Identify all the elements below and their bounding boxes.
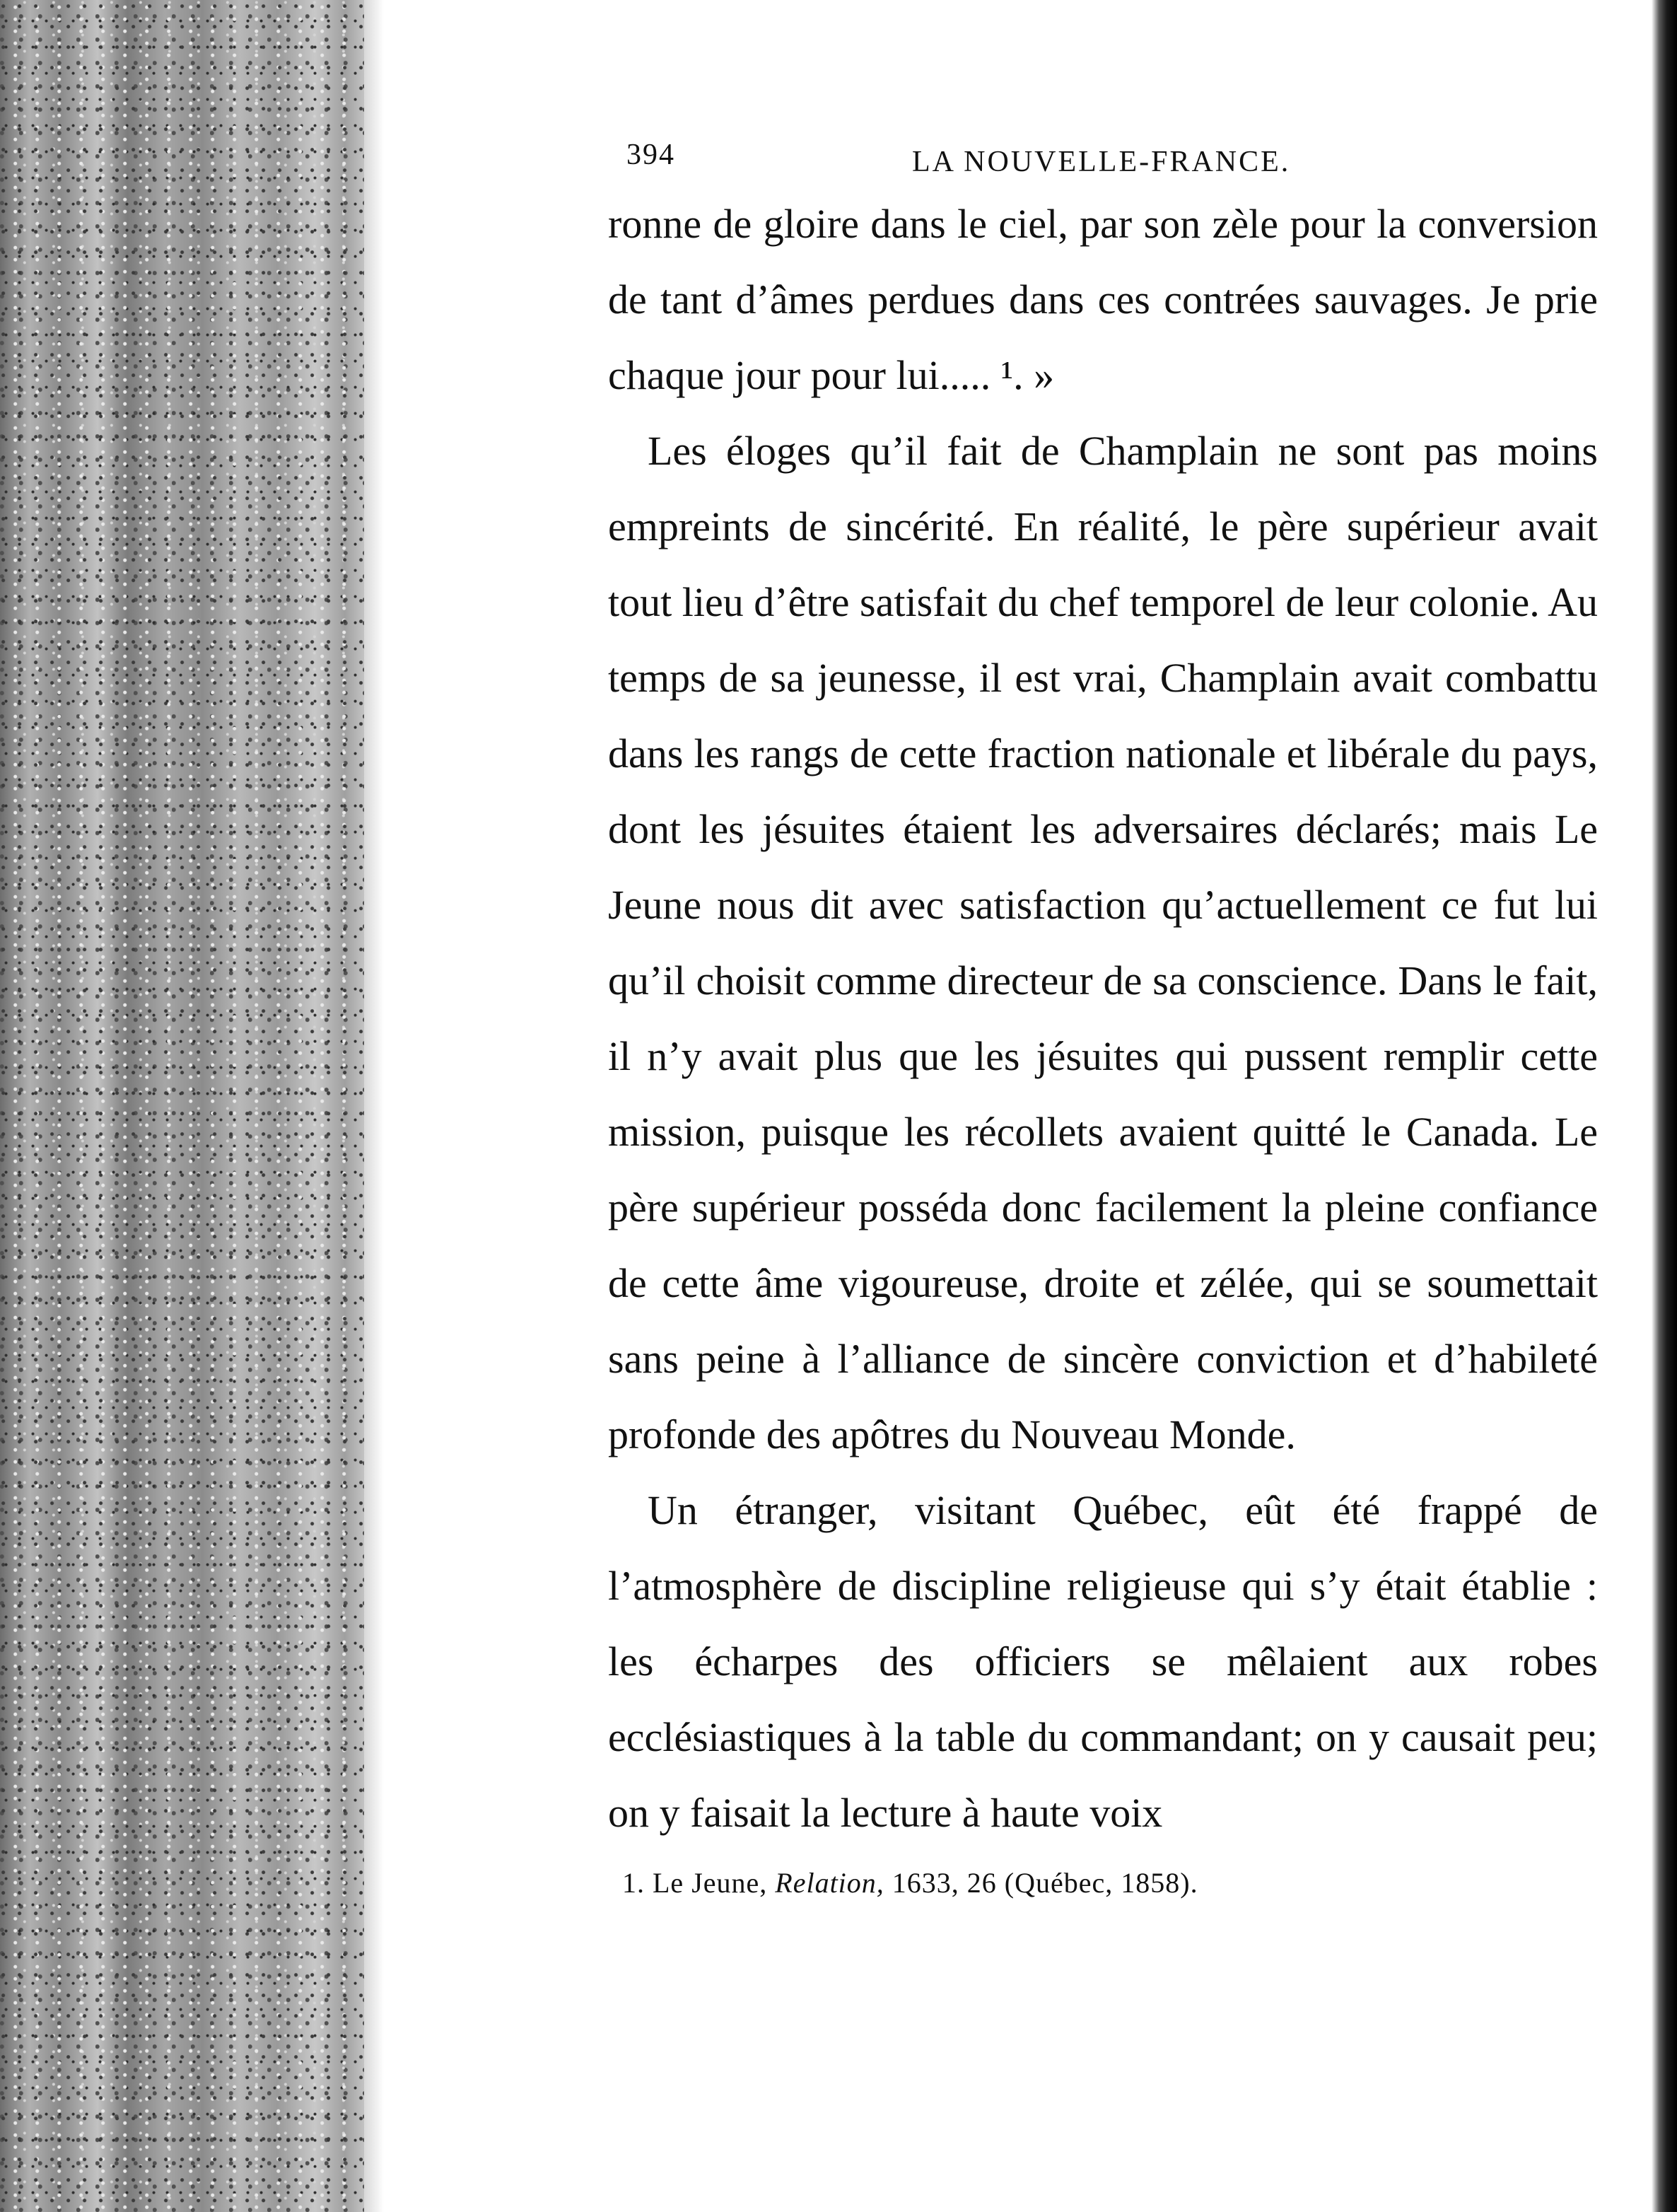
footnote-work: Relation, [775, 1867, 884, 1899]
gutter-shadow [364, 0, 384, 2212]
footnote-marker: 1. [622, 1867, 645, 1899]
footnote-details: 1633, 26 (Québec, 1858). [892, 1867, 1198, 1899]
footnote [608, 1863, 1598, 1903]
page-edge-scan [0, 0, 375, 2212]
paragraph-continued: ronne de gloire dans le ciel, par son zèle pour la conversion de tant d’âmes perdues dans ces contrées sauvages. Je prie chaque jour pour lui..... ¹. » [608, 201, 1598, 398]
paragraph-quebec: Un étranger, visitant Québec, eût été frappé de l’atmosphère de discipline religieuse qui s’y était établie : les écharpes des officiers se mêlaient aux robes ecclésiastiques à la table du commandant; on y causait peu; on y faisait la lecture à haute voix [608, 1487, 1598, 1836]
book-page [608, 138, 1598, 1903]
running-title: LA NOUVELLE-FRANCE. [912, 146, 1291, 178]
footnote-author: Le Jeune, [653, 1867, 768, 1899]
paragraph-champlain: Les éloges qu’il fait de Champlain ne sont pas moins empreints de sincérité. En réalité, le père supérieur avait tout lieu d’être satisfait du chef temporel de leur colonie. Au temps de sa jeunesse, il est vrai, Champlain avait combattu dans les rangs de cette fraction nationale et libérale du pays, dont les jésuites étaient les adversaires déclarés; mais Le Jeune nous dit avec satisfaction qu’actuellement ce fut lui qu’il choisit comme directeur de sa conscience. Dans le fait, il n’y avait plus que les jésuites qui pussent remplir cette mission, puisque les récollets avaient quitté le Canada. Le père supérieur posséda donc facilement la pleine confiance de cette âme vigoureuse, droite et zélée, qui se soumettait sans peine à l’alliance de sincère conviction et d’habileté profonde des apôtres du Nouveau Monde. [608, 428, 1598, 1457]
running-head [608, 138, 1598, 194]
right-scan-border [1652, 0, 1677, 2212]
page-number: 394 [626, 139, 675, 171]
